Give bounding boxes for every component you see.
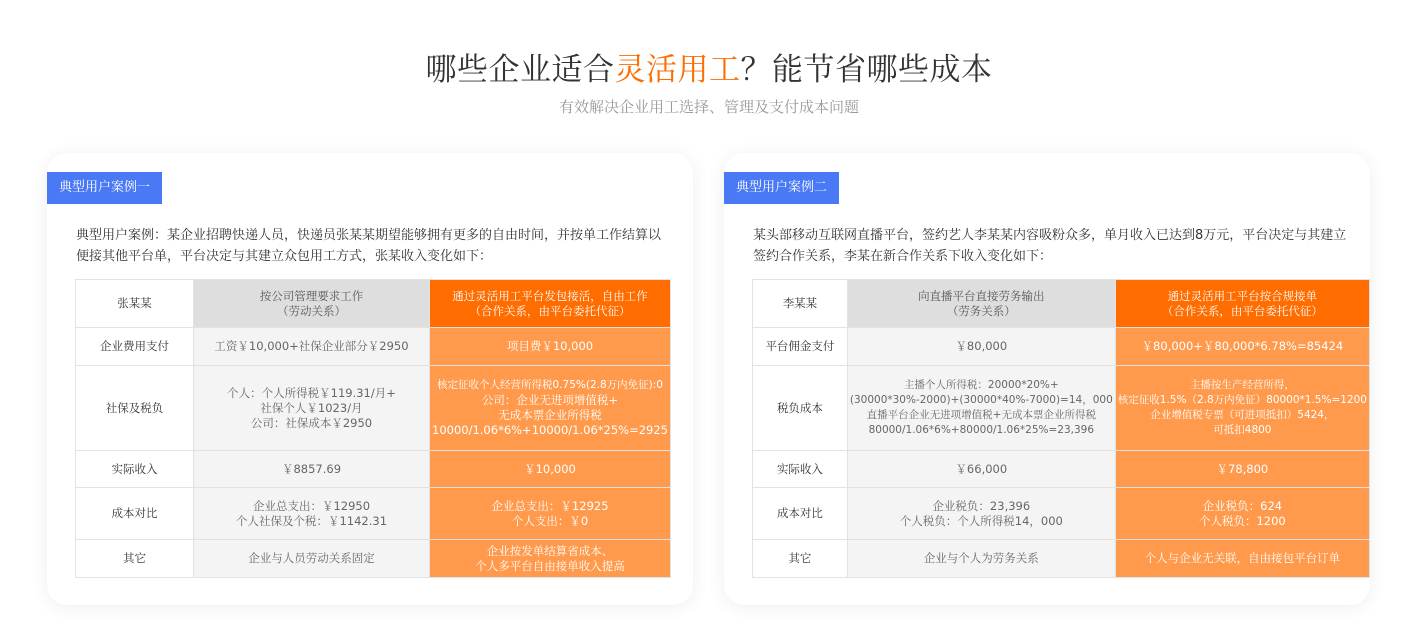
flexible-cell: 个人与企业无关联，自由接包平台订单 — [1115, 540, 1369, 578]
flexible-header: 通过灵活用工平台按合规接单 （合作关系，由平台委托代征） — [1115, 280, 1369, 328]
row-label: 平台佣金支付 — [753, 328, 848, 366]
row-label: 税负成本 — [753, 366, 848, 451]
page-title — [0, 44, 1418, 89]
flexible-cell: 主播按生产经营所得， 核定征收1.5%（2.8万内免征）80000*1.5%=1200 企业增值税专票（可进项抵扣）5424， 可抵扣4800 — [1115, 366, 1369, 451]
traditional-header: 向直播平台直接劳务输出 （劳务关系） — [847, 280, 1115, 328]
traditional-cell: 个人：个人所得税￥119.31/月+ 社保个人￥1023/月 公司：社保成本￥2950 — [194, 366, 430, 451]
comparison-table-2 — [752, 279, 1370, 578]
table-row — [753, 451, 1370, 488]
row-label: 实际收入 — [76, 451, 194, 488]
row-label: 成本对比 — [76, 488, 194, 540]
flexible-cell: 项目费￥10,000 — [430, 328, 671, 366]
table-row — [753, 488, 1370, 540]
case-tag-2: 典型用户案例二 — [724, 172, 839, 204]
title-part-1: 哪些企业适合 — [425, 52, 615, 88]
table-row — [76, 366, 671, 451]
case-card-1 — [47, 153, 693, 605]
title-part-2: ？能节省哪些成本 — [740, 52, 993, 88]
table-header-row — [753, 280, 1370, 328]
title-highlight: 灵活用工 — [614, 52, 741, 88]
traditional-cell: 企业与人员劳动关系固定 — [194, 540, 430, 578]
row-label: 其它 — [753, 540, 848, 578]
flexible-cell: 企业按发单结算省成本、 个人多平台自由接单收入提高 — [430, 540, 671, 578]
traditional-cell: 企业总支出：￥12950 个人社保及个税：￥1142.31 — [194, 488, 430, 540]
comparison-table-1 — [75, 279, 671, 578]
flexible-cell: ￥10,000 — [430, 451, 671, 488]
traditional-cell: 主播个人所得税：20000*20%+ (30000*30%-2000)+(30000*40%-7000)=14，000 直播平台企业无进项增值税+无成本票企业所得税 80000/1.06*6%+80000/1.06*25%=23,396 — [847, 366, 1115, 451]
traditional-cell: ￥66,000 — [847, 451, 1115, 488]
table-row — [76, 540, 671, 578]
flexible-cell: ￥78,800 — [1115, 451, 1369, 488]
table-row — [753, 366, 1370, 451]
table-row — [76, 328, 671, 366]
flexible-cell: 企业总支出：￥12925 个人支出：￥0 — [430, 488, 671, 540]
person-name: 李某某 — [753, 280, 848, 328]
traditional-cell: 企业与个人为劳务关系 — [847, 540, 1115, 578]
flexible-cell: ￥80,000+￥80,000*6.78%=85424 — [1115, 328, 1369, 366]
traditional-cell: 企业税负：23,396 个人税负：个人所得税14，000 — [847, 488, 1115, 540]
traditional-header: 按公司管理要求工作 （劳动关系） — [194, 280, 430, 328]
flexible-header: 通过灵活用工平台发包接活，自由工作 （合作关系，由平台委托代征） — [430, 280, 671, 328]
row-label: 企业费用支付 — [76, 328, 194, 366]
case-description-2: 某头部移动互联网直播平台，签约艺人李某某内容吸粉众多，单月收入已达到8万元，平台决定与其建立签约合作关系，李某在新合作关系下收入变化如下： — [753, 228, 1347, 264]
case-tag-1: 典型用户案例一 — [47, 172, 162, 204]
page-subtitle: 有效解决企业用工选择、管理及支付成本问题 — [558, 98, 859, 116]
table-row — [76, 451, 671, 488]
flexible-cell: 核定征收个人经营所得税0.75%(2.8万内免征):0 公司：企业无进项增值税+ 无成本票企业所得税 10000/1.06*6%+10000/1.06*25%=2925 — [430, 366, 671, 451]
case-description-1: 典型用户案例：某企业招聘快递人员，快递员张某某期望能够拥有更多的自由时间，并按单工作结算以便接其他平台单，平台决定与其建立众包用工方式，张某收入变化如下： — [76, 228, 662, 264]
case-card-2 — [724, 153, 1370, 605]
traditional-cell: ￥8857.69 — [194, 451, 430, 488]
row-label: 社保及税负 — [76, 366, 194, 451]
table-row — [76, 488, 671, 540]
person-name: 张某某 — [76, 280, 194, 328]
row-label: 成本对比 — [753, 488, 848, 540]
flexible-cell: 企业税负：624 个人税负：1200 — [1115, 488, 1369, 540]
traditional-cell: ￥80,000 — [847, 328, 1115, 366]
table-row — [753, 540, 1370, 578]
table-row — [753, 328, 1370, 366]
row-label: 实际收入 — [753, 451, 848, 488]
row-label: 其它 — [76, 540, 194, 578]
table-header-row — [76, 280, 671, 328]
traditional-cell: 工资￥10,000+社保企业部分￥2950 — [194, 328, 430, 366]
